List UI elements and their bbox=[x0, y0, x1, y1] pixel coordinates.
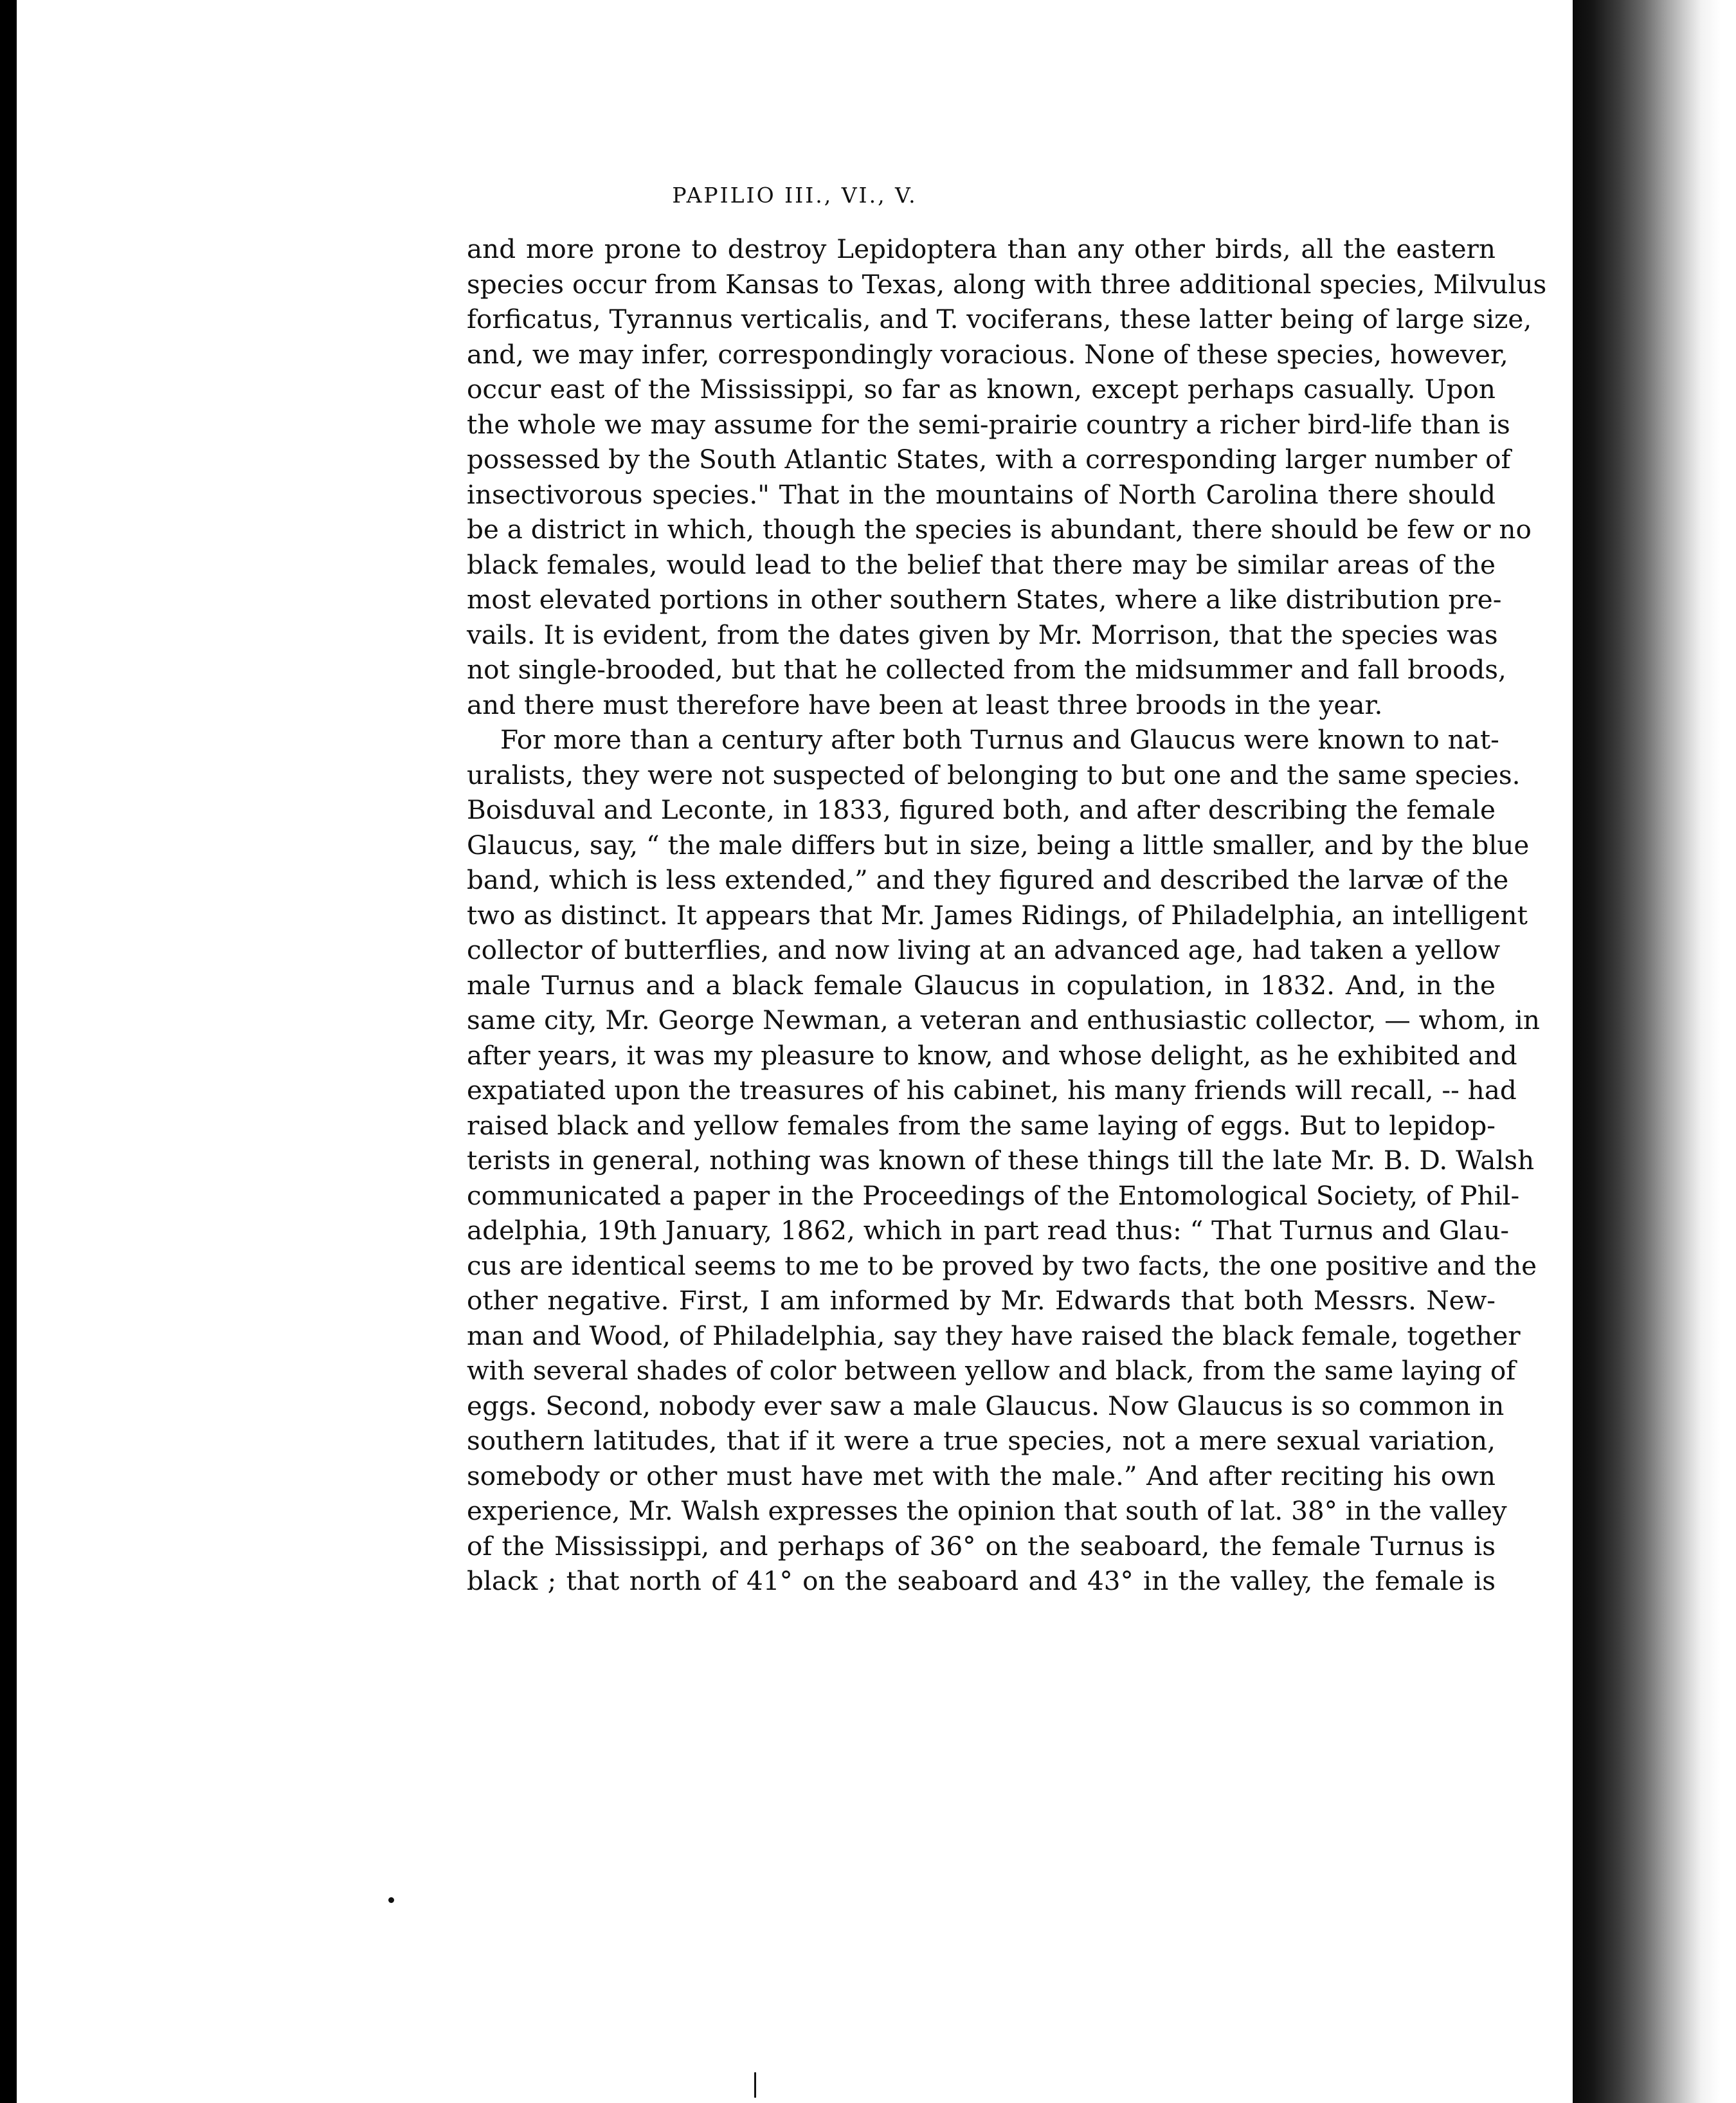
text-line: of the Mississippi, and perhaps of 36° on the seaboard, the female Turnus is bbox=[467, 1530, 1496, 1561]
text-line: occur east of the Mississippi, so far as known, except perhaps casually. Upon bbox=[467, 374, 1496, 405]
text-line: terists in general, nothing was known of these things till the late Mr. B. D. Walsh bbox=[467, 1145, 1535, 1176]
text-line: Boisduval and Leconte, in 1833, figured both, and after describing the female bbox=[467, 794, 1496, 825]
text-line: expatiated upon the treasures of his cabinet, his many friends will recall, -- had bbox=[467, 1075, 1517, 1106]
text-line: raised black and yellow females from the same laying of eggs. But to lepidop- bbox=[467, 1109, 1496, 1141]
text-line: uralists, they were not suspected of belonging to but one and the same species. bbox=[467, 759, 1521, 790]
text-line: possessed by the South Atlantic States, with a corresponding larger number of bbox=[467, 444, 1511, 475]
text-line: For more than a century after both Turnus and Glaucus were known to nat- bbox=[500, 724, 1499, 755]
text-line: other negative. First, I am informed by Mr. Edwards that both Messrs. New- bbox=[467, 1285, 1496, 1316]
body-text bbox=[467, 232, 1547, 1599]
scan-speck bbox=[754, 2072, 756, 2098]
text-line: and, we may infer, correspondingly voracious. None of these species, however, bbox=[467, 338, 1508, 370]
text-line: experience, Mr. Walsh expresses the opinion that south of lat. 38° in the valley bbox=[467, 1495, 1507, 1526]
text-line: southern latitudes, that if it were a true species, not a mere sexual variation, bbox=[467, 1425, 1496, 1456]
text-line: same city, Mr. George Newman, a veteran and enthusiastic collector, — whom, in bbox=[467, 1005, 1540, 1035]
text-line: forficatus, Tyrannus verticalis, and T. vociferans, these latter being of large size, bbox=[467, 304, 1532, 334]
text-line: somebody or other must have met with the male.” And after reciting his own bbox=[467, 1460, 1496, 1491]
text-line: and more prone to destroy Lepidoptera than any other birds, all the eastern bbox=[467, 233, 1496, 264]
scan-speck bbox=[388, 1897, 394, 1903]
text-line: most elevated portions in other southern States, where a like distribution pre- bbox=[467, 584, 1502, 615]
text-line: Glaucus, say, “ the male differs but in size, being a little smaller, and by the blue bbox=[467, 829, 1530, 860]
text-line: after years, it was my pleasure to know, and whose delight, as he exhibited and bbox=[467, 1039, 1517, 1071]
text-line: two as distinct. It appears that Mr. James Ridings, of Philadelphia, an intelligent bbox=[467, 899, 1528, 931]
running-header: PAPILIO III., VI., V. bbox=[672, 183, 918, 208]
text-line: species occur from Kansas to Texas, along with three additional species, Milvulus bbox=[467, 268, 1547, 300]
text-line: eggs. Second, nobody ever saw a male Glaucus. Now Glaucus is so common in bbox=[467, 1390, 1505, 1421]
text-line: cus are identical seems to me to be proved by two facts, the one positive and the bbox=[467, 1250, 1537, 1281]
text-line: vails. It is evident, from the dates given by Mr. Morrison, that the species was bbox=[467, 619, 1498, 650]
text-line: adelphia, 19th January, 1862, which in part read thus: “ That Turnus and Glau- bbox=[467, 1215, 1510, 1246]
text-line: male Turnus and a black female Glaucus in copulation, in 1832. And, in the bbox=[467, 969, 1496, 1001]
text-line: be a district in which, though the species is abundant, there should be few or no bbox=[467, 514, 1532, 545]
text-line: black females, would lead to the belief that there may be similar areas of the bbox=[467, 549, 1496, 580]
text-line: insectivorous species." That in the mountains of North Carolina there should bbox=[467, 478, 1496, 510]
text-line: collector of butterflies, and now living at an advanced age, had taken a yellow bbox=[467, 934, 1501, 965]
text-line: and there must therefore have been at least three broods in the year. bbox=[467, 689, 1383, 720]
text-line: man and Wood, of Philadelphia, say they have raised the black female, together bbox=[467, 1320, 1521, 1351]
text-line: black ; that north of 41° on the seaboard and 43° in the valley, the female is bbox=[467, 1565, 1496, 1596]
text-line: with several shades of color between yellow and black, from the same laying of bbox=[467, 1355, 1516, 1386]
scanned-page bbox=[17, 0, 1573, 2103]
text-line: communicated a paper in the Proceedings of the Entomological Society, of Phil- bbox=[467, 1179, 1520, 1211]
text-line: band, which is less extended,” and they figured and described the larvæ of the bbox=[467, 864, 1509, 895]
text-line: not single-brooded, but that he collected from the midsummer and fall broods, bbox=[467, 654, 1506, 685]
book-gutter-shadow bbox=[1573, 0, 1736, 2103]
text-line: the whole we may assume for the semi-prairie country a richer bird-life than is bbox=[467, 408, 1510, 440]
